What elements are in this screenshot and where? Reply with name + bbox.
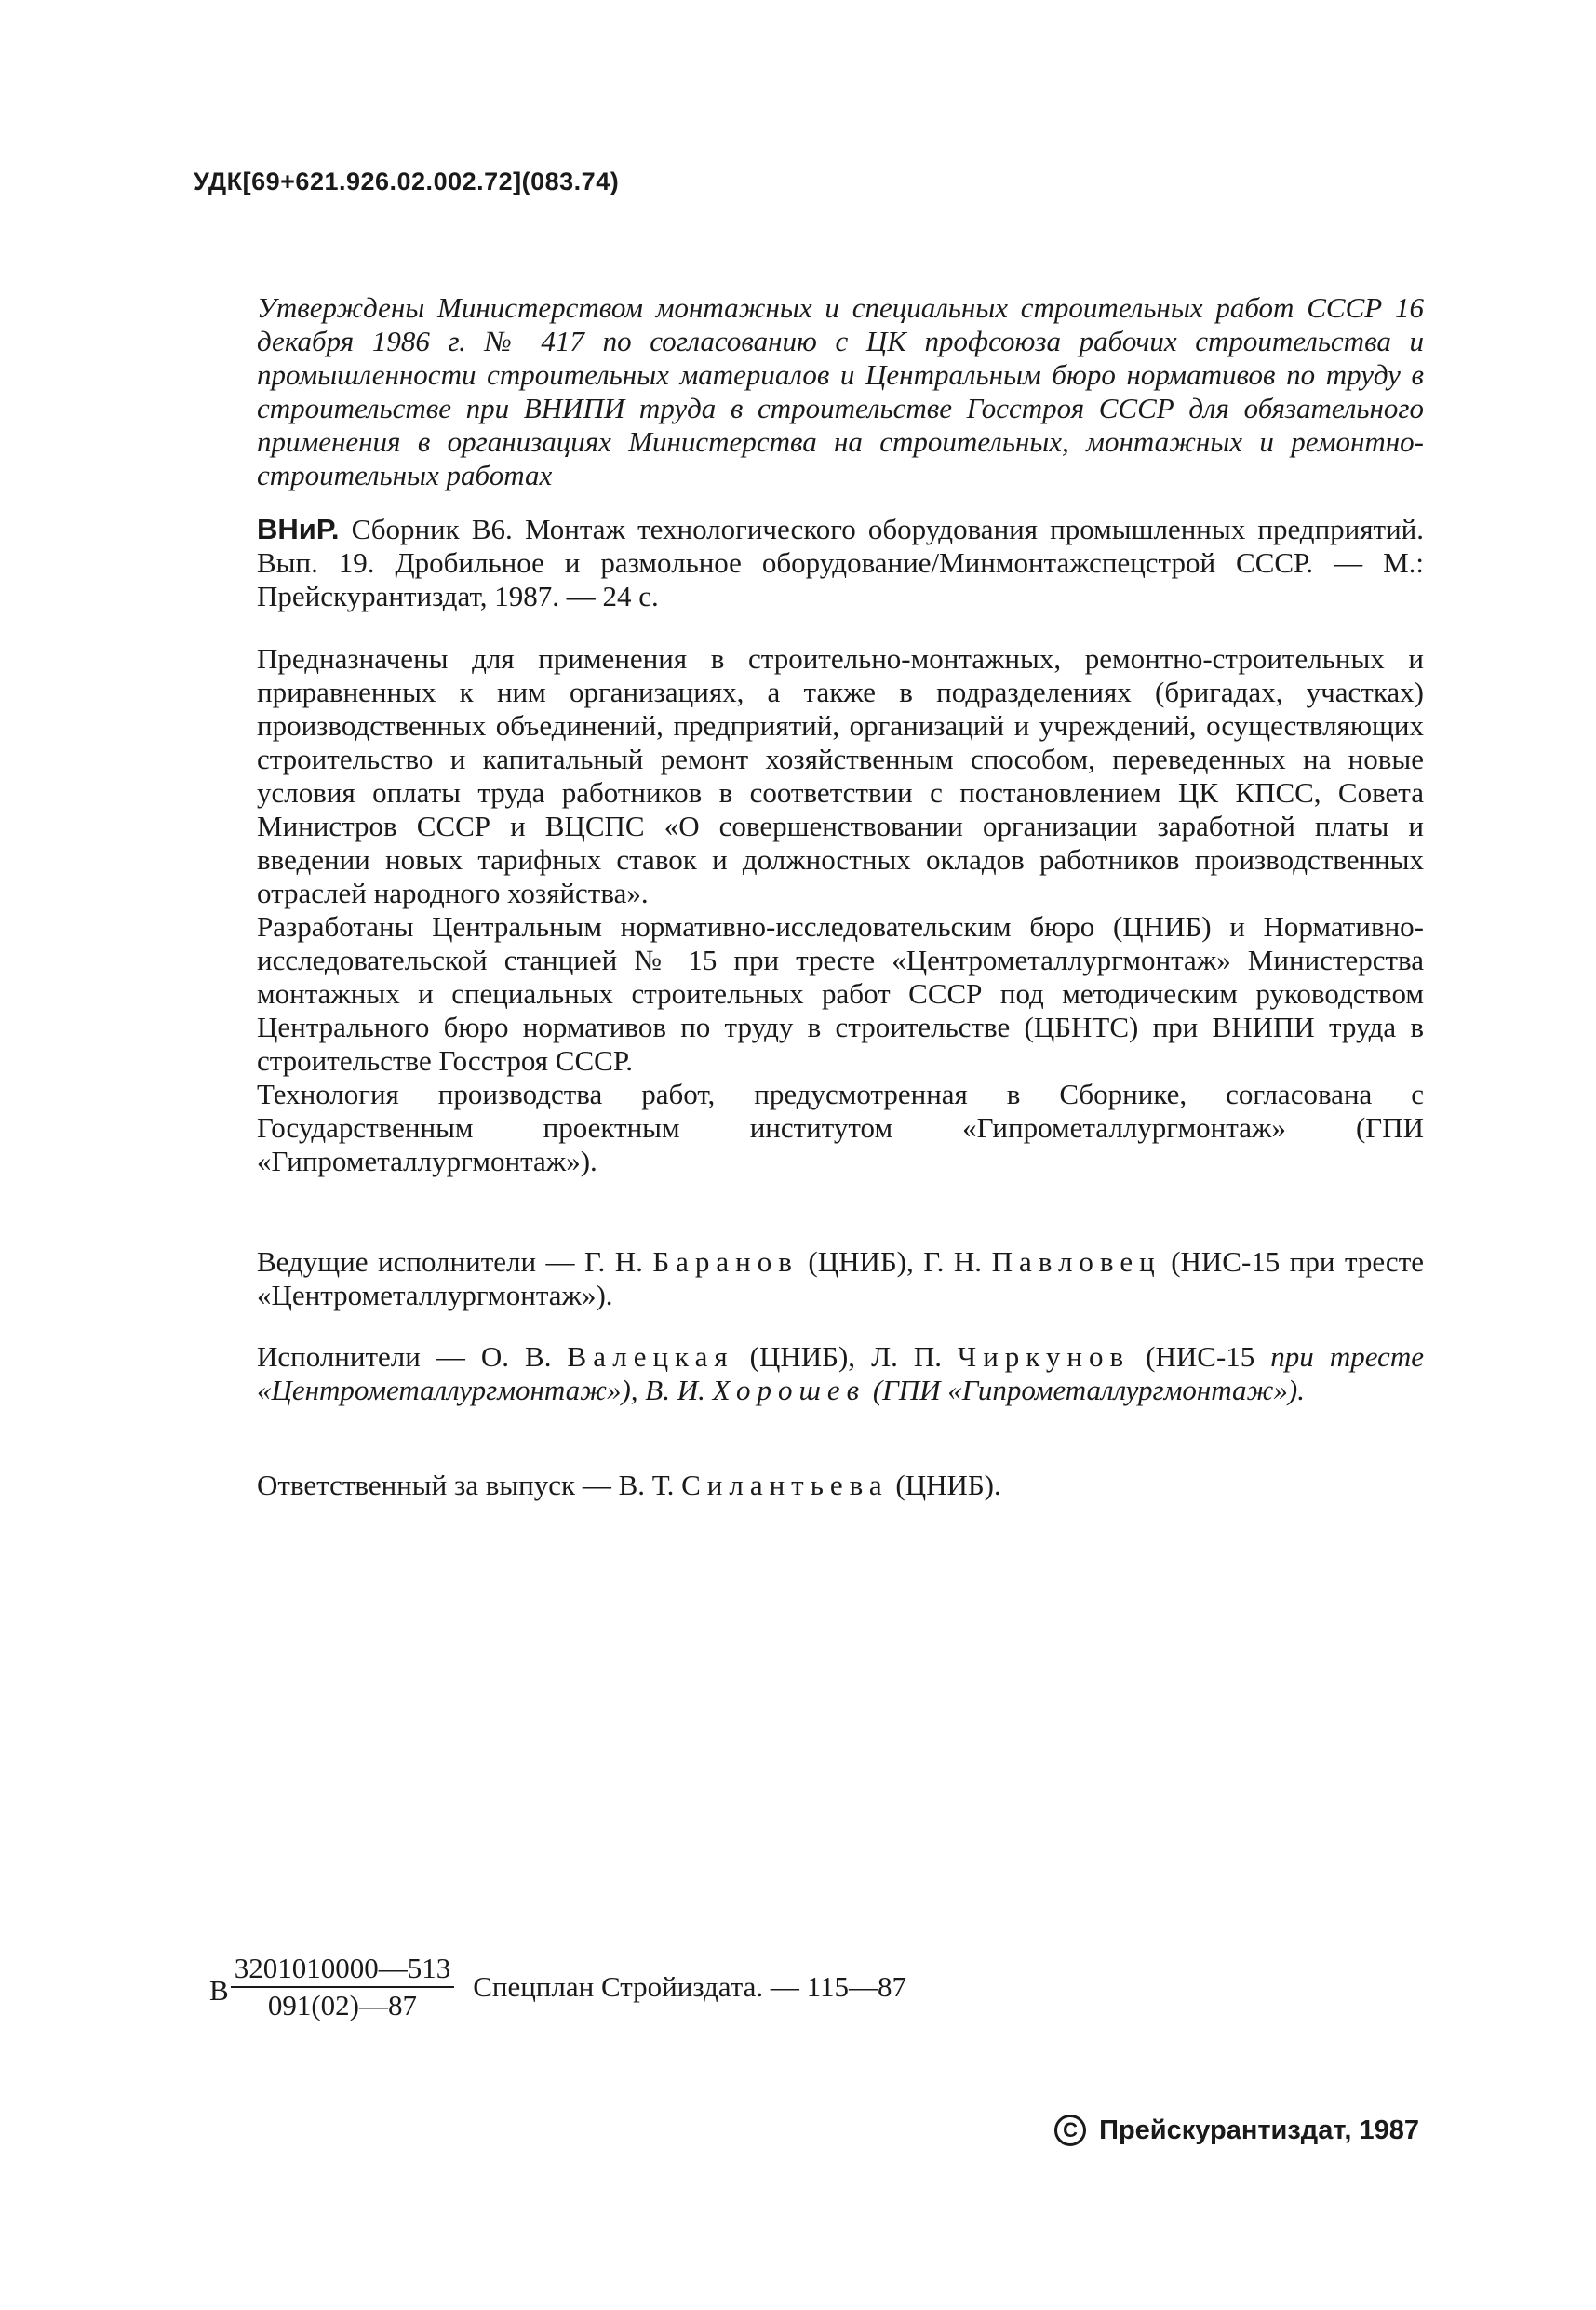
executors [257,1340,1424,1407]
executor-name-1: Валецкая [567,1340,734,1373]
executor-name-3: Хорошев [712,1374,866,1406]
plan-numerator: 3201010000—513 [231,1953,455,1988]
plan-index-fraction [231,1953,455,2021]
copyright-icon: C [1054,2115,1086,2146]
executors-prefix: Исполнители — О. В. [257,1340,568,1373]
responsible-suffix: (ЦНИБ). [888,1469,1001,1501]
copyright-notice [1054,2115,1419,2146]
publishing-plan [209,1953,906,2021]
plan-text: Спецплан Стройиздата. — 115—87 [473,1970,907,2003]
lead-executors-prefix: Ведущие исполнители — Г. Н. [257,1245,653,1278]
responsible-name: Силантьева [681,1469,889,1501]
responsible-for-release [257,1469,1424,1502]
description-body [257,642,1424,1178]
copyright-text: Прейскурантиздат, 1987 [1099,2115,1419,2145]
executor-name-2: Чиркунов [958,1340,1131,1373]
udc-code: УДК[69+621.926.02.002.72](083.74) [194,168,620,195]
biblio-text: Сборник В6. Монтаж технологического оборудования промышленных предприятий. Вып. 19. Дробильное и размольное оборудование/Минмонтажспецстрой СССР. — М.: Прейскурантиздат, 1987. — 24 с. [257,513,1424,612]
plan-letter: В [209,1974,229,2007]
approval-statement: Утверждены Министерством монтажных и специальных строительных работ СССР 16 декабря 1986 г. № 417 по согласованию с ЦК профсоюза рабочих строительства и промышленности строительных материалов и Центральным бюро нормативов по труду в строительстве при ВНИПИ труда в строительстве Госстроя СССР для обязательного применения в организациях Министерства на строительных, монтажных и ремонтно-строительных работах [257,291,1424,491]
executors-mid-2: (НИС-15 [1130,1340,1271,1373]
executors-italic-1: при тресте «Центрометаллургмонтаж»), В. И. [257,1340,1424,1406]
responsible-prefix: Ответственный за выпуск — В. Т. [257,1469,682,1501]
purpose-paragraph: Предназначены для применения в строительно-монтажных, ремонтно-строительных и приравненных к ним организациях, а также в подразделениях (бригадах, участках) производственных объединений, предприятий, организаций и учреждений, осуществляющих строительство и капитальный ремонт хозяйственным способом, переведенных на новые условия оплаты труда работников в соответствии с постановлением ЦК КПСС, Совета Министров СССР и ВЦСПС «О совершенствовании организации заработной платы и введении новых тарифных ставок и должностных окладов работников производственных отраслей народного хозяйства». [257,642,1424,909]
lead-executors-mid: (ЦНИБ), Г. Н. [798,1245,992,1278]
technology-paragraph: Технология производства работ, предусмотренная в Сборнике, согласована с Государственным проектным институтом «Гипрометаллургмонтаж» (ГПИ «Гипрометаллургмонтаж»). [257,1078,1424,1177]
executors-italic-2: (ГПИ «Гипрометаллургмонтаж»). [865,1374,1305,1406]
executors-mid-1: (ЦНИБ), Л. П. [733,1340,959,1373]
lead-executor-name-1: Баранов [652,1245,798,1278]
plan-denominator: 091(02)—87 [267,1989,418,2021]
lead-executors [257,1245,1424,1312]
lead-executors-suffix: (НИС-15 при тресте «Центрометаллургмонтаж»). [257,1245,1424,1311]
lead-executor-name-2: Павловец [991,1245,1161,1278]
developers-paragraph: Разработаны Центральным нормативно-исследовательским бюро (ЦНИБ) и Нормативно-исследовательской станцией № 15 при тресте «Центрометаллургмонтаж» Министерства монтажных и специальных строительных работ СССР под методическим руководством Центрального бюро нормативов по труду в строительстве (ЦБНТС) при ВНИПИ труда в строительстве Госстроя СССР. [257,910,1424,1077]
bibliographic-record [257,513,1424,613]
biblio-lead: ВНиР. [257,513,340,545]
